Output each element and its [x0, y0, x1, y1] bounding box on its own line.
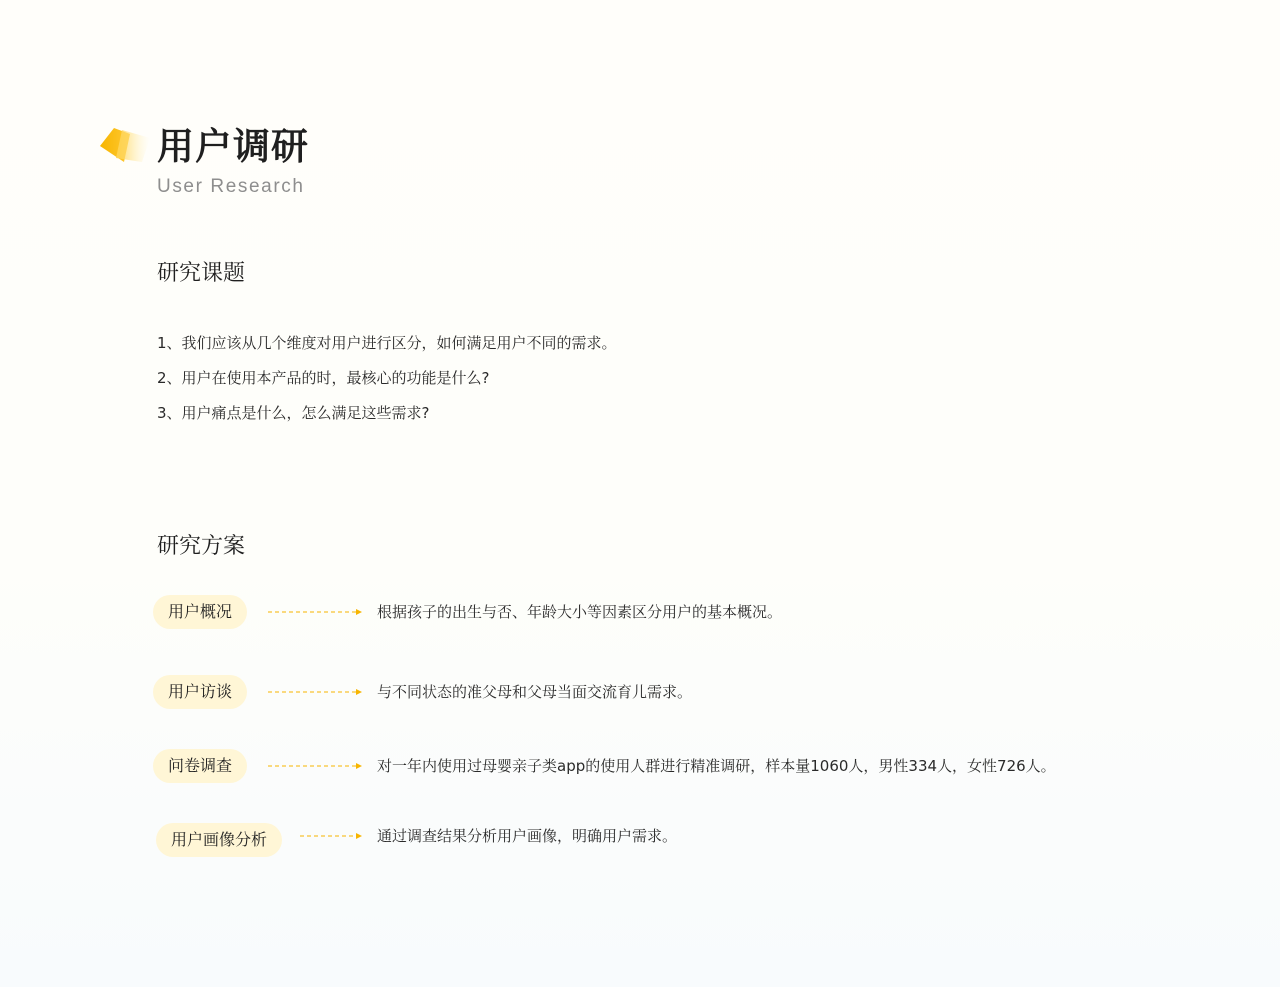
logo-diamond-icon [100, 124, 156, 166]
dashed-arrow-icon [268, 761, 362, 771]
plan-item-label: 用户访谈 [153, 675, 247, 709]
page-title: 用户调研 [157, 125, 309, 168]
dashed-arrow-icon [300, 831, 362, 841]
page-subtitle: User Research [157, 176, 305, 197]
plan-item-description: 与不同状态的准父母和父母当面交流育儿需求。 [377, 683, 693, 701]
question-item: 1、我们应该从几个维度对用户进行区分，如何满足用户不同的需求。 [157, 334, 617, 352]
plan-item-label: 用户概况 [153, 595, 247, 629]
topic-section-heading: 研究课题 [157, 261, 246, 286]
plan-item-label: 问卷调查 [153, 749, 247, 783]
question-item: 2、用户在使用本产品的时，最核心的功能是什么? [157, 369, 490, 387]
plan-section-heading: 研究方案 [157, 534, 246, 559]
question-item: 3、用户痛点是什么，怎么满足这些需求? [157, 404, 430, 422]
plan-item-description: 根据孩子的出生与否、年龄大小等因素区分用户的基本概况。 [377, 603, 783, 621]
dashed-arrow-icon [268, 687, 362, 697]
dashed-arrow-icon [268, 607, 362, 617]
plan-item-label: 用户画像分析 [156, 823, 282, 857]
plan-item-description: 通过调查结果分析用户画像，明确用户需求。 [377, 827, 678, 845]
plan-item-description: 对一年内使用过母婴亲子类app的使用人群进行精准调研，样本量1060人，男性334人，女性726人。 [377, 757, 1056, 775]
